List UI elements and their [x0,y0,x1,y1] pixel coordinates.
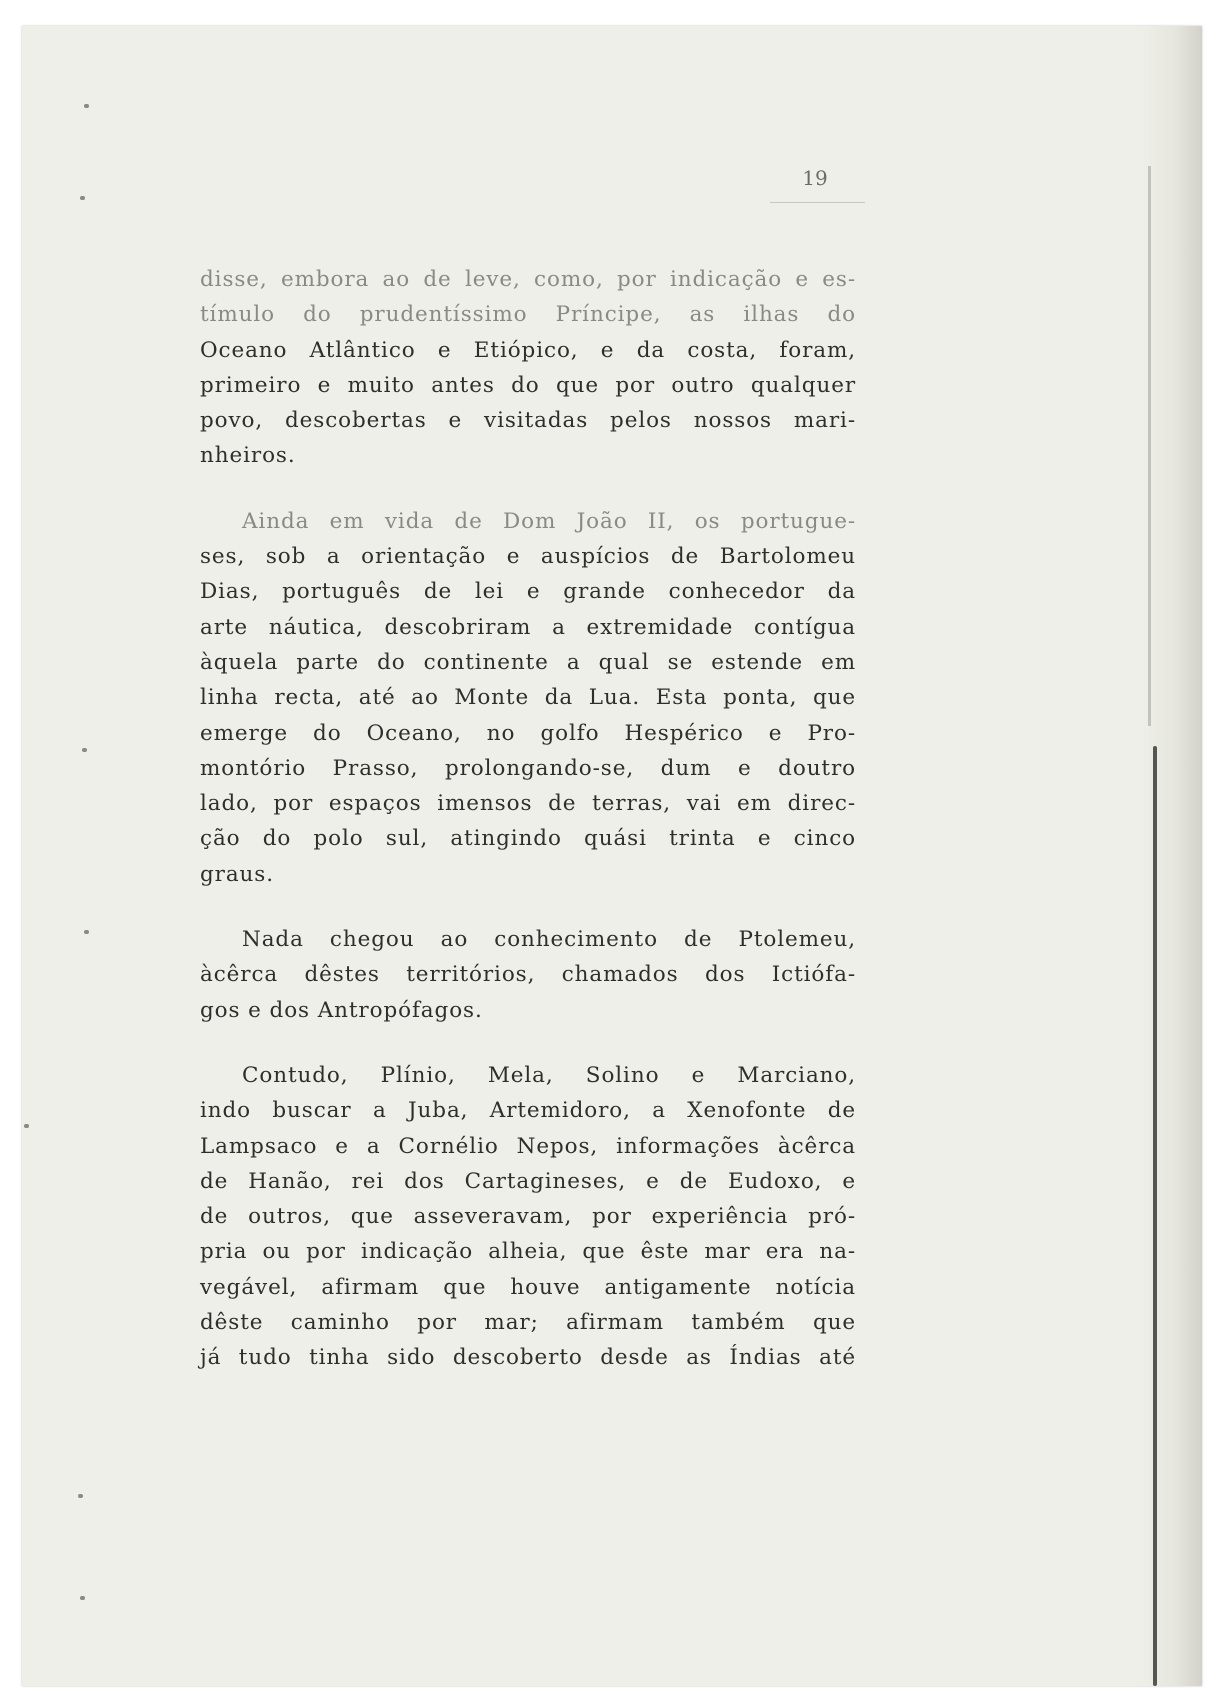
text-line: àcêrca dêstes territórios, chamados dos Ictiófa- [200,962,856,988]
text-line: indo buscar a Juba, Artemidoro, a Xenofonte de [200,1098,856,1124]
text-line: Ainda em vida de Dom João II, os portugue- [242,508,856,534]
paragraph [200,262,856,474]
page-edge-shadow [1142,26,1202,1686]
paragraph-gap [200,474,856,504]
text-line: já tudo tinha sido descoberto desde as Índias até [200,1345,856,1371]
text-line: de outros, que asseveravam, por experiência pró- [200,1204,856,1230]
text-line: Dias, português de lei e grande conhecedor da [200,579,856,605]
body-text [200,262,856,1376]
paragraph [200,922,856,1028]
text-line: Nada chegou ao conhecimento de Ptolemeu, [242,927,856,953]
page-number-rule [770,202,865,203]
margin-speck [78,1494,83,1498]
text-line: vegável, afirmam que houve antigamente notícia [200,1274,856,1300]
text-line: gos e dos Antropófagos. [200,997,483,1023]
paragraph [200,504,856,892]
text-line: de Hanão, rei dos Cartagineses, e de Eudoxo, e [200,1168,856,1194]
paragraph-gap [200,892,856,922]
margin-speck [80,196,85,200]
margin-speck [84,930,89,934]
margin-speck [84,104,89,108]
text-line: emerge do Oceano, no golfo Hespérico e Pro- [200,720,856,746]
margin-speck [80,1596,85,1600]
text-line: ção do polo sul, atingindo quási trinta e cinco [200,826,856,852]
margin-speck [82,748,87,752]
binding-shadow [1148,166,1151,726]
binding-edge [1153,746,1157,1686]
text-line: ses, sob a orientação e auspícios de Bartolomeu [200,544,856,570]
text-line: primeiro e muito antes do que por outro qualquer [200,372,856,398]
text-line: arte náutica, descobriram a extremidade contígua [200,614,856,640]
text-line: Contudo, Plínio, Mela, Solino e Marciano, [242,1062,856,1088]
text-line: nheiros. [200,443,296,469]
text-line: pria ou por indicação alheia, que êste mar era na- [200,1239,856,1265]
text-line: àquela parte do continente a qual se estende em [200,649,856,675]
text-line: linha recta, até ao Monte da Lua. Esta ponta, que [200,685,856,711]
text-line: dêste caminho por mar; afirmam também que [200,1310,856,1336]
text-line: graus. [200,861,274,887]
text-line: disse, embora ao de leve, como, por indicação e es- [200,267,856,292]
text-line: povo, descobertas e visitadas pelos nossos mari- [200,408,856,434]
text-line: Oceano Atlântico e Etiópico, e da costa, foram, [200,337,856,363]
paragraph-gap [200,1028,856,1058]
paragraph [200,1058,856,1376]
page-number: 19 [802,166,828,190]
text-line: Lampsaco e a Cornélio Nepos, informações àcêrca [200,1133,856,1159]
text-line: lado, por espaços imensos de terras, vai em direc- [200,791,856,817]
text-line: montório Prasso, prolongando-se, dum e doutro [200,755,856,781]
margin-speck [24,1124,29,1128]
text-line: tímulo do prudentíssimo Príncipe, as ilhas do [200,302,856,328]
